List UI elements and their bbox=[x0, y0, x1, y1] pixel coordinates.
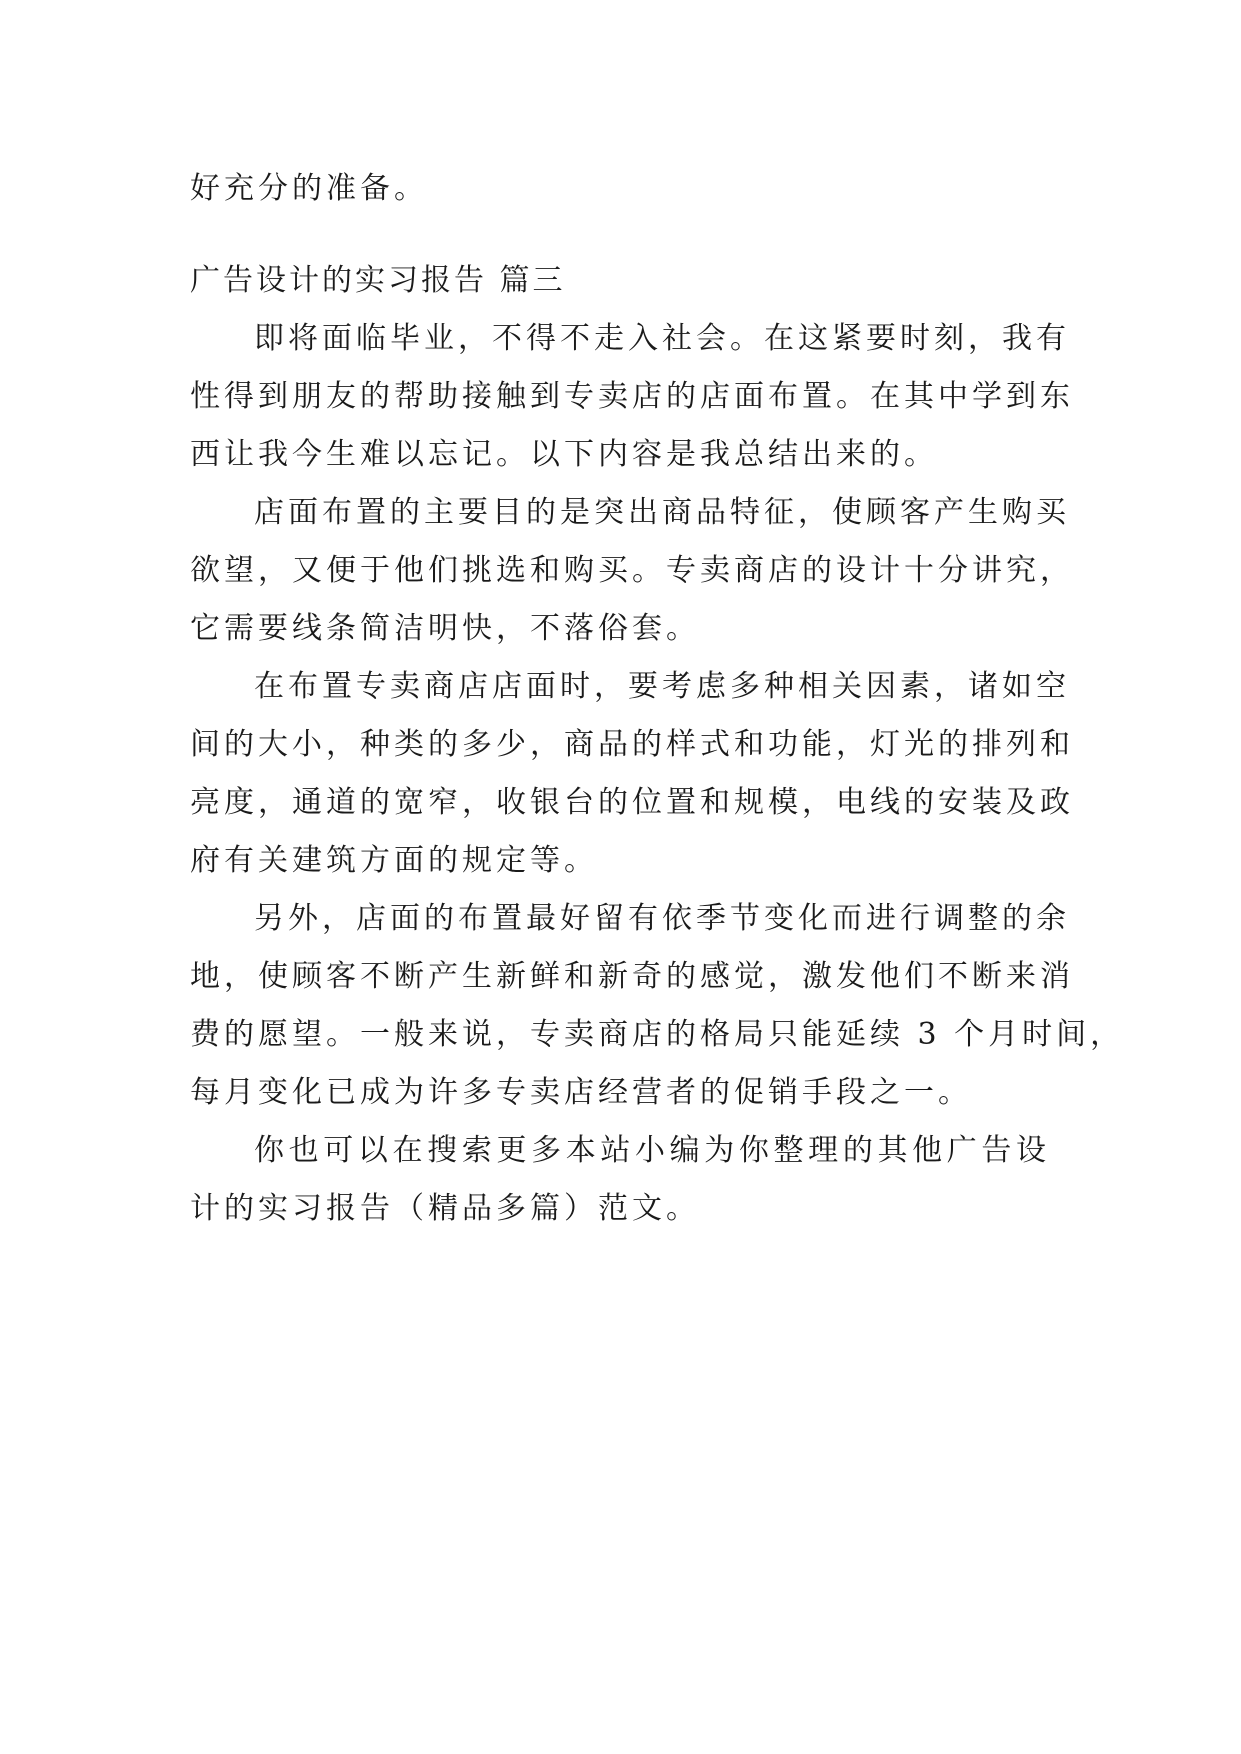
paragraph-line: 计的实习报告（精品多篇）范文。 bbox=[190, 1191, 700, 1226]
paragraph-line: 府有关建筑方面的规定等。 bbox=[190, 843, 598, 878]
paragraph-line: 性得到朋友的帮助接触到专卖店的店面布置。在其中学到东 bbox=[190, 379, 1074, 414]
paragraph-line: 它需要线条简洁明快，不落俗套。 bbox=[190, 611, 700, 646]
paragraph-line: 间的大小，种类的多少，商品的样式和功能，灯光的排列和 bbox=[190, 727, 1074, 762]
paragraph-line: 西让我今生难以忘记。以下内容是我总结出来的。 bbox=[190, 437, 938, 472]
document-body bbox=[190, 160, 1125, 1238]
paragraph-4 bbox=[190, 890, 1125, 1122]
paragraph-line: 即将面临毕业，不得不走入社会。在这紧要时刻，我有 bbox=[254, 321, 1070, 356]
paragraph-line: 地，使顾客不断产生新鲜和新奇的感觉，激发他们不断来消 bbox=[190, 959, 1074, 994]
paragraph-line: 另外，店面的布置最好留有依季节变化而进行调整的余 bbox=[254, 901, 1070, 936]
paragraph-line: 每月变化已成为许多专卖店经营者的促销手段之一。 bbox=[190, 1075, 972, 1110]
paragraph-line: 亮度，通道的宽窄，收银台的位置和规模，电线的安装及政 bbox=[190, 785, 1074, 820]
paragraph-line: 在布置专卖商店店面时，要考虑多种相关因素，诸如空 bbox=[254, 669, 1070, 704]
paragraph-line: 欲望，又便于他们挑选和购买。专卖商店的设计十分讲究， bbox=[190, 553, 1074, 588]
paragraph-2 bbox=[190, 484, 1074, 658]
paragraph-5 bbox=[190, 1122, 1050, 1238]
carry-over-line: 好充分的准备。 bbox=[190, 171, 428, 206]
paragraph-line: 你也可以在搜索更多本站小编为你整理的其他广告设 bbox=[254, 1133, 1050, 1168]
paragraph-gap bbox=[190, 218, 1050, 252]
paragraph-1 bbox=[190, 310, 1074, 484]
section-heading: 广告设计的实习报告 篇三 bbox=[190, 263, 566, 298]
paragraph-line: 店面布置的主要目的是突出商品特征，使顾客产生购买 bbox=[254, 495, 1070, 530]
paragraph-line: 费的愿望。一般来说，专卖商店的格局只能延续 3 个月时间， bbox=[190, 1017, 1125, 1052]
paragraph-3 bbox=[190, 658, 1074, 890]
